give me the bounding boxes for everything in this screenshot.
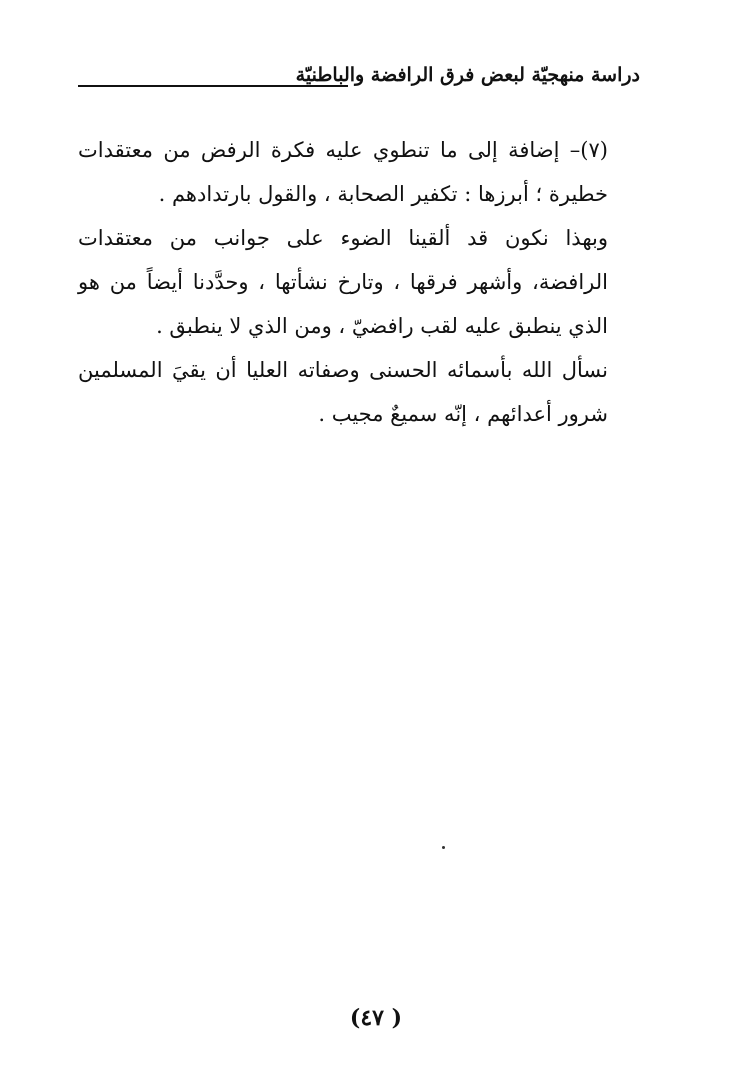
page-number: ( ٤٧) (349, 1005, 403, 1031)
paragraph-conclusion: وبهذا نكون قد ألقينا الضوء على جوانب من معتقدات الرافضة، وأشهر فرقها ، وتارخ نشأتها ، وحدَّدنا أيضاً من هو الذي ينطبق عليه لقب رافضيّ ، ومن الذي لا ينطبق . (78, 226, 608, 338)
stray-dot-mark (442, 846, 445, 849)
header-title: دراسة منهجيّة لبعض فرق الرافضة والباطنيّة (295, 64, 640, 86)
paragraph-prayer: نسأل الله بأسمائه الحسنى وصفاته العليا أن يقيَ المسلمين شرور أعدائهم ، إنّه سميعٌ مجيب . (78, 358, 608, 426)
body-text (78, 128, 608, 436)
running-header (78, 60, 640, 94)
paragraph-point-7: (٧)– إضافة إلى ما تنطوي عليه فكرة الرفض من معتقدات خطيرة ؛ أبرزها : تكفير الصحابة ، والقول بارتدادهم . (78, 138, 608, 206)
header-rule (78, 85, 348, 87)
